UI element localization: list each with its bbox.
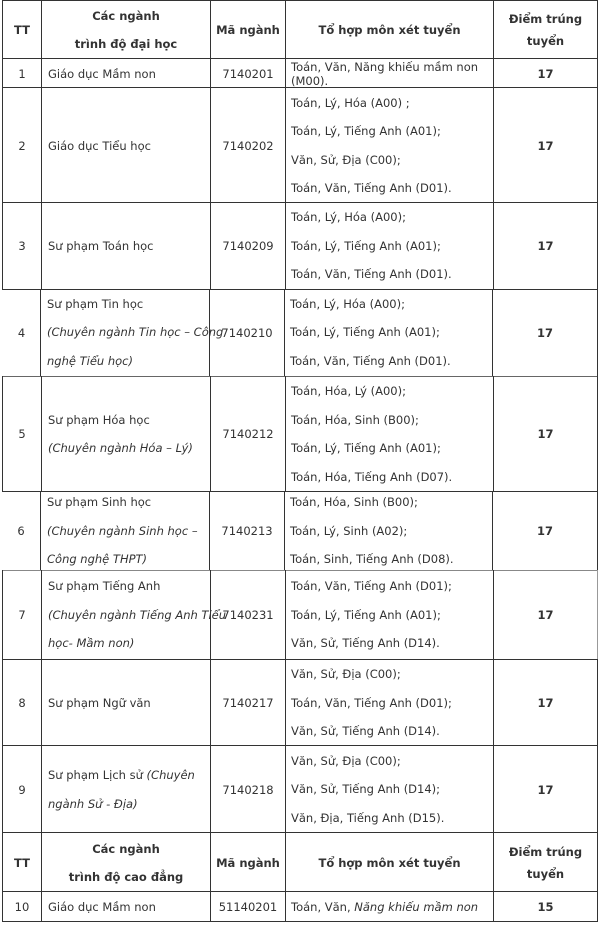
table-row: 9 Sư phạm Lịch sử (Chuyên ngành Sử - Địa) 7140218 Văn, Sử, Địa (C00); Văn, Sử, Tiếng Anh (D14); Văn, Địa, Tiếng Anh (D15). 17 — [2, 745, 598, 833]
header-major: Các ngành trình độ đại học — [42, 1, 211, 59]
table-header-college: TT Các ngành trình độ cao đẳng Mã ngành Tổ hợp môn xét tuyển Điểm trúng tuyển — [2, 832, 598, 892]
table-row: 2 Giáo dục Tiểu học 7140202 Toán, Lý, Hóa (A00) ; Toán, Lý, Tiếng Anh (A01); Văn, Sử, Địa (C00); Toán, Văn, Tiếng Anh (D01). 17 — [2, 87, 598, 203]
header-combo: Tổ hợp môn xét tuyển — [286, 1, 494, 59]
header-code: Mã ngành — [211, 1, 286, 59]
table-row: 1 Giáo dục Mầm non 7140201 Toán, Văn, Năng khiếu mầm non (M00). 17 — [2, 58, 598, 88]
score: 17 — [537, 427, 554, 441]
score: 17 — [537, 782, 554, 797]
header-score: Điểm trúng tuyển — [508, 12, 583, 48]
table-row: 8 Sư phạm Ngữ văn 7140217 Văn, Sử, Địa (C00); Toán, Văn, Tiếng Anh (D01); Văn, Sử, Tiếng Anh (D14). 17 — [2, 659, 598, 746]
table-row: 6 Sư phạm Sinh học (Chuyên ngành Sinh học – Công nghệ THPT) 7140213 Toán, Hóa, Sinh (B00); Toán, Lý, Sinh (A02); Toán, Sinh, Tiếng Anh (D08). 17 — [2, 491, 598, 571]
header-tt: TT — [3, 1, 42, 59]
score: 17 — [537, 608, 554, 622]
table-row: 3 Sư phạm Toán học 7140209 Toán, Lý, Hóa (A00); Toán, Lý, Tiếng Anh (A01); Toán, Văn, Tiếng Anh (D01). 17 — [2, 202, 598, 290]
score: 17 — [537, 138, 554, 153]
score: 17 — [536, 524, 553, 538]
table-row: 10 Giáo dục Mầm non 51140201 Toán, Văn, Năng khiếu mầm non 15 — [2, 891, 598, 922]
score: 17 — [537, 66, 554, 81]
table-header-university — [2, 0, 598, 59]
score: 15 — [537, 899, 554, 914]
score: 17 — [537, 696, 554, 710]
table-row: 7 Sư phạm Tiếng Anh (Chuyên ngành Tiếng Anh Tiểu học- Mầm non) 7140231 Toán, Văn, Tiếng Anh (D01); Toán, Lý, Tiếng Anh (A01); Văn, Sử, Tiếng Anh (D14). 17 — [2, 570, 598, 660]
score: 17 — [536, 325, 553, 340]
score: 17 — [537, 239, 554, 253]
table-row: 4 Sư phạm Tin học (Chuyên ngành Tin học – Công nghệ Tiểu học) 7140210 Toán, Lý, Hóa (A00); Toán, Lý, Tiếng Anh (A01); Toán, Văn, Tiếng Anh (D01). 17 — [3, 289, 598, 377]
table-row: 5 Sư phạm Hóa học (Chuyên ngành Hóa – Lý) 7140212 Toán, Hóa, Lý (A00); Toán, Hóa, Sinh (B00); Toán, Lý, Tiếng Anh (A01); Toán, Hóa, Tiếng Anh (D07). 17 — [2, 376, 598, 492]
